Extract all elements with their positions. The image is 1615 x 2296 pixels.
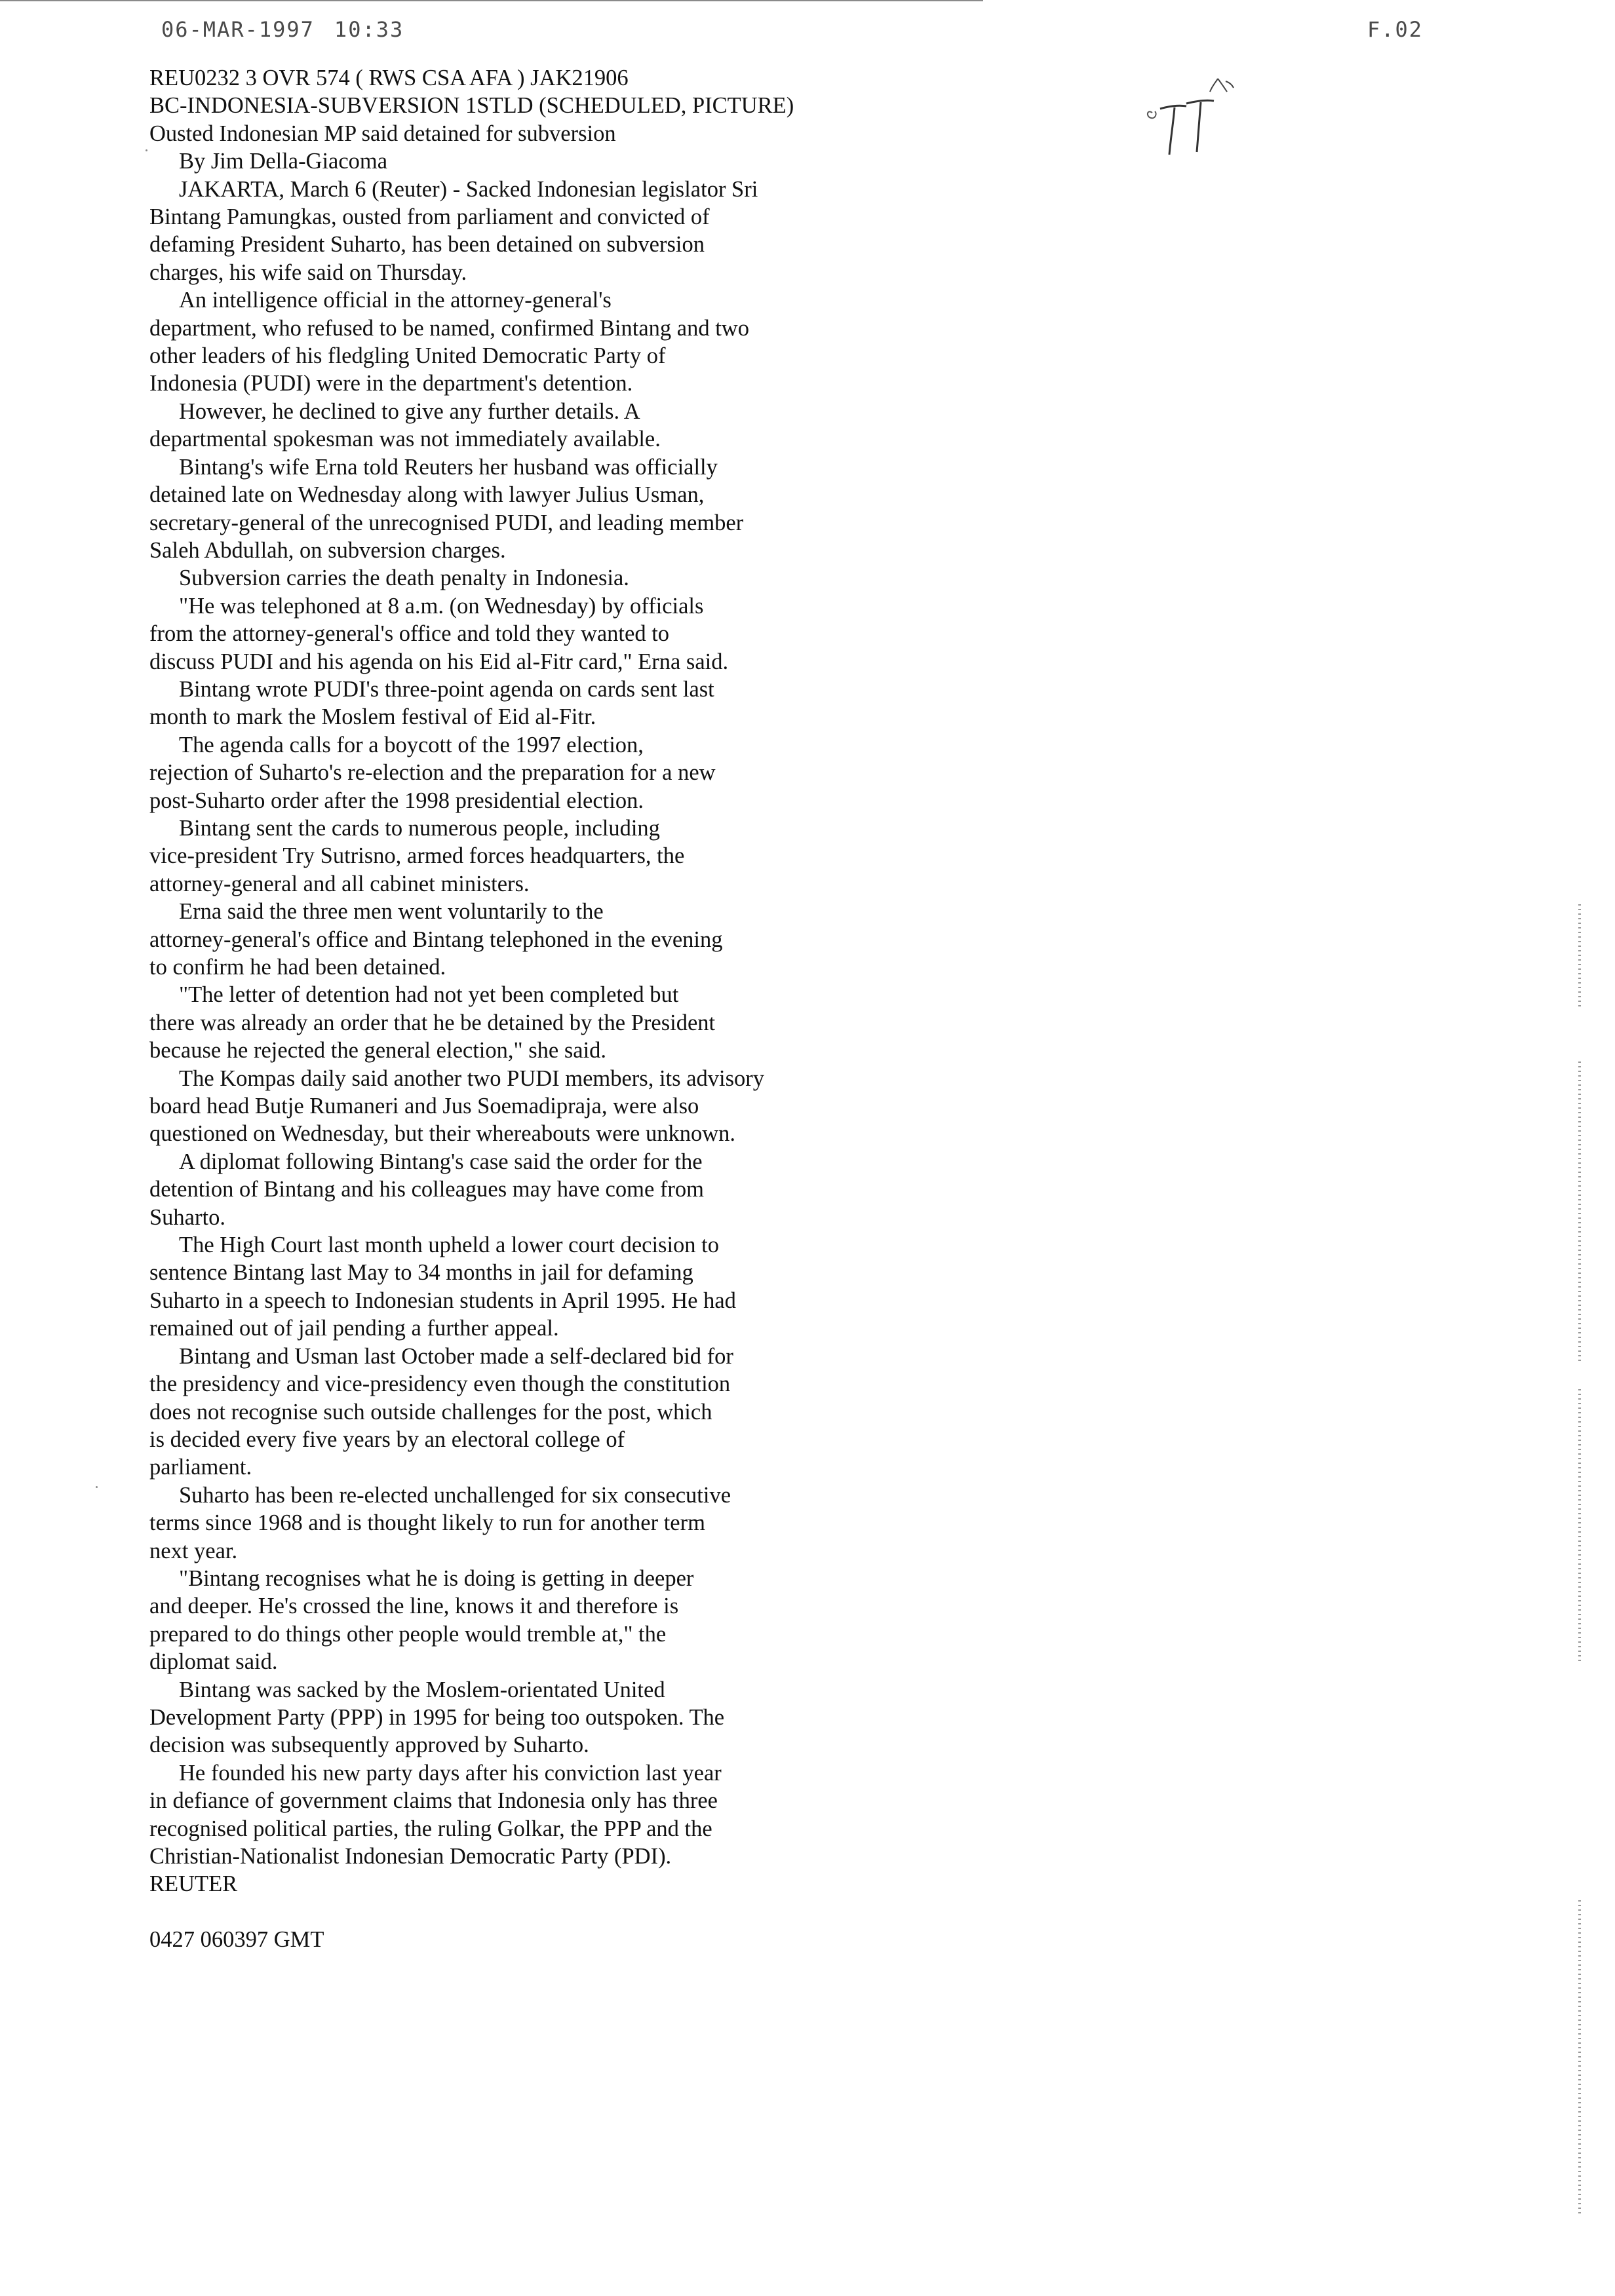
story-body-line: An intelligence official in the attorney-general's [179, 288, 612, 313]
story-body-line: to confirm he had been detained. [149, 955, 446, 980]
story-body-line: decision was subsequently approved by Suharto. [149, 1732, 589, 1758]
fax-time: 10:33 [334, 17, 404, 42]
story-body-line: recognised political parties, the ruling Golkar, the PPP and the [149, 1816, 712, 1841]
story-body-line: terms since 1968 and is thought likely to run for another term [149, 1510, 705, 1536]
story-body-line: board head Butje Rumaneri and Jus Soemadipraja, were also [149, 1094, 699, 1119]
story-body-line: from the attorney-general's office and told they wanted to [149, 621, 670, 647]
story-body-line: Indonesia (PUDI) were in the department's detention. [149, 371, 633, 396]
story-body-line: Suharto. [149, 1204, 225, 1230]
signoff-spacer [149, 1898, 1021, 1926]
story-body-line: attorney-general's office and Bintang telephoned in the evening [149, 927, 723, 952]
story-body-line: departmental spokesman was not immediately available. [149, 427, 661, 452]
story-body-line: However, he declined to give any further details. A [179, 398, 640, 424]
handwritten-annotation-icon [1140, 66, 1272, 177]
story-body-line: Bintang's wife Erna told Reuters her husband was officially [179, 454, 718, 480]
transmission-timestamp: 0427 060397 GMT [149, 1926, 324, 1952]
top-edge-rule [0, 0, 983, 1]
story-body-line: secretary-general of the unrecognised PUDI, and leading member [149, 510, 744, 535]
story-body-line: there was already an order that he be detained by the President [149, 1010, 716, 1035]
story-body-line: discuss PUDI and his agenda on his Eid al-Fitr card," Erna said. [149, 649, 729, 674]
story-body-line: detention of Bintang and his colleagues may have come from [149, 1177, 704, 1202]
story-body-line: month to mark the Moslem festival of Eid al-Fitr. [149, 704, 596, 730]
wire-story [149, 64, 1021, 1953]
story-body-line: "The letter of detention had not yet been completed but [179, 982, 679, 1008]
story-body-line: detained late on Wednesday along with lawyer Julius Usman, [149, 482, 705, 508]
right-margin-scan-artifact [1578, 904, 1581, 1009]
story-body-line: Subversion carries the death penalty in Indonesia. [179, 565, 629, 591]
story-signoff: REUTER [149, 1871, 238, 1897]
story-body-line: Christian-Nationalist Indonesian Democratic Party (PDI). [149, 1844, 672, 1869]
story-body-line: does not recognise such outside challenges for the post, which [149, 1399, 712, 1425]
stray-scan-dot [96, 1486, 98, 1488]
story-body-line: because he rejected the general election," she said. [149, 1038, 607, 1063]
story-body-line: Bintang Pamungkas, ousted from parliament and convicted of [149, 204, 710, 230]
story-body-line: The agenda calls for a boycott of the 1997 election, [179, 732, 644, 757]
story-body-line: A diplomat following Bintang's case said the order for the [179, 1149, 703, 1174]
right-margin-scan-artifact [1578, 1389, 1581, 1664]
wire-headline-code: BC-INDONESIA-SUBVERSION 1STLD (SCHEDULED, PICTURE) [149, 93, 794, 119]
story-body [149, 176, 1021, 1871]
story-body-line: parliament. [149, 1455, 252, 1480]
story-body-line: is decided every five years by an electoral college of [149, 1426, 625, 1452]
story-body-line: He founded his new party days after his conviction last year [179, 1760, 722, 1786]
story-body-line: vice-president Try Sutrisno, armed forces headquarters, the [149, 843, 685, 869]
right-margin-scan-artifact [1578, 1900, 1581, 2215]
story-body-line: and deeper. He's crossed the line, knows it and therefore is [149, 1594, 679, 1619]
story-body-line: prepared to do things other people would tremble at," the [149, 1621, 667, 1647]
story-body-line: Saleh Abdullah, on subversion charges. [149, 537, 506, 563]
story-body-line: other leaders of his fledgling United Democratic Party of [149, 343, 666, 369]
story-body-line: Bintang sent the cards to numerous people, including [179, 815, 660, 841]
story-body-line: Bintang was sacked by the Moslem-orientated United [179, 1677, 665, 1702]
story-body-line: "He was telephoned at 8 a.m. (on Wednesday) by officials [179, 593, 704, 619]
story-byline: By Jim Della-Giacoma [179, 149, 388, 174]
story-headline: Ousted Indonesian MP said detained for subversion [149, 121, 616, 146]
story-body-line: The High Court last month upheld a lower court decision to [179, 1233, 720, 1258]
story-body-line: Erna said the three men went voluntarily to the [179, 899, 604, 925]
story-body-line: Bintang wrote PUDI's three-point agenda on cards sent last [179, 676, 714, 702]
story-body-line: next year. [149, 1538, 238, 1563]
stray-scan-dot [146, 149, 147, 151]
story-body-line: questioned on Wednesday, but their whereabouts were unknown. [149, 1121, 736, 1147]
story-body-line: The Kompas daily said another two PUDI members, its advisory [179, 1065, 765, 1091]
story-body-line: post-Suharto order after the 1998 presidential election. [149, 788, 644, 813]
right-margin-scan-artifact [1578, 1062, 1581, 1363]
story-body-line: "Bintang recognises what he is doing is getting in deeper [179, 1565, 694, 1591]
story-body-line: attorney-general and all cabinet ministers. [149, 871, 530, 896]
story-body-line: Suharto has been re-elected unchallenged for six consecutive [179, 1482, 731, 1508]
story-body-line: remained out of jail pending a further appeal. [149, 1316, 559, 1341]
story-body-line: charges, his wife said on Thursday. [149, 259, 467, 285]
fax-date: 06-MAR-1997 [161, 17, 315, 42]
fax-page-number: F.02 [1367, 17, 1424, 42]
story-body-line: rejection of Suharto's re-election and the preparation for a new [149, 760, 716, 786]
story-body-line: Development Party (PPP) in 1995 for being too outspoken. The [149, 1704, 725, 1730]
story-body-line: in defiance of government claims that Indonesia only has three [149, 1788, 718, 1814]
story-body-line: defaming President Suharto, has been detained on subversion [149, 232, 705, 258]
story-body-line: Bintang and Usman last October made a self-declared bid for [179, 1343, 733, 1369]
story-body-line: Suharto in a speech to Indonesian students in April 1995. He had [149, 1288, 736, 1313]
fax-transmission-stamp [161, 17, 404, 42]
wire-slug: REU0232 3 OVR 574 ( RWS CSA AFA ) JAK21906 [149, 66, 629, 90]
story-body-line: sentence Bintang last May to 34 months in jail for defaming [149, 1260, 693, 1286]
story-body-line: diplomat said. [149, 1649, 278, 1675]
story-body-line: department, who refused to be named, confirmed Bintang and two [149, 315, 749, 341]
story-body-line: JAKARTA, March 6 (Reuter) - Sacked Indonesian legislator Sri [179, 176, 758, 202]
story-body-line: the presidency and vice-presidency even though the constitution [149, 1371, 731, 1397]
